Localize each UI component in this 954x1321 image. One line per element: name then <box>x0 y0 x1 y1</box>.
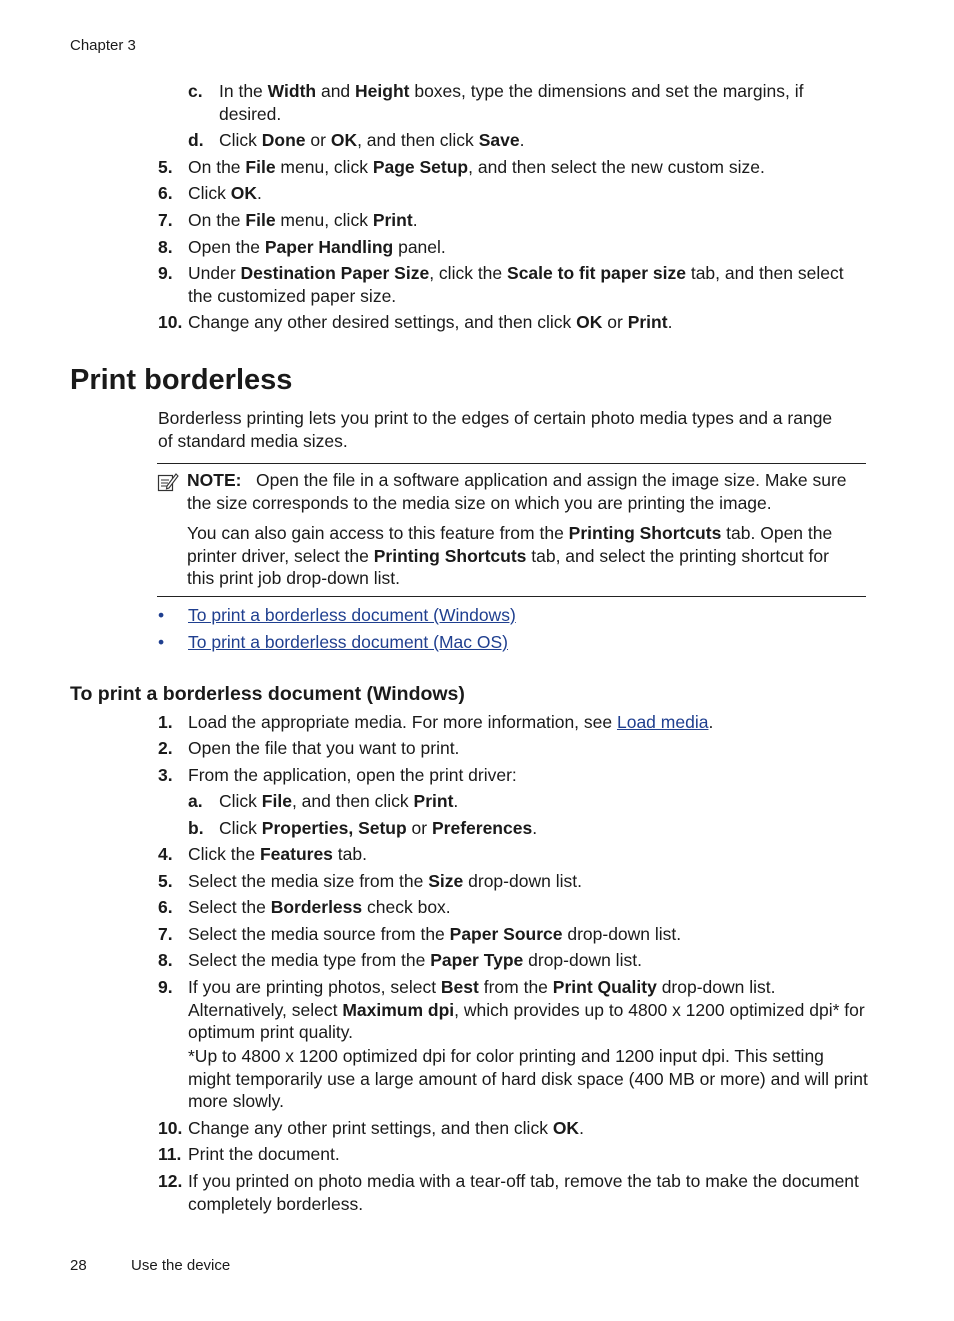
note-paragraph-2: You can also gain access to this feature from the Printing Shortcuts tab. Open the printer driver, select the Printing Shortcuts tab, and select the printing shortcut for this print job drop-down list. <box>187 523 833 588</box>
note-pencil-icon <box>157 471 179 493</box>
section-title: Print borderless <box>70 364 293 396</box>
step-text: Select the media type from the Paper Type drop-down list. <box>188 950 642 970</box>
bullet: • <box>158 632 165 652</box>
step-number: 10. <box>158 312 183 332</box>
step-number: 3. <box>158 765 173 785</box>
step-number: 7. <box>158 924 173 944</box>
step-number: 10. <box>158 1118 183 1138</box>
step-number: 7. <box>158 210 173 230</box>
step-number: 5. <box>158 871 173 891</box>
step-text: Open the Paper Handling panel. <box>188 237 446 257</box>
step-number: 11. <box>158 1144 182 1164</box>
step-text: If you printed on photo media with a tear-off tab, remove the tab to make the document completely borderless. <box>188 1171 859 1214</box>
note-bottom-rule <box>157 596 866 597</box>
step-number: 8. <box>158 237 173 257</box>
page-number: 28 <box>70 1257 87 1274</box>
section-intro: Borderless printing lets you print to the edges of certain photo media types and a range of standard media sizes. <box>158 408 833 451</box>
step-text: Change any other print settings, and then click OK. <box>188 1118 584 1138</box>
step-text: Select the media source from the Paper Source drop-down list. <box>188 924 682 944</box>
footer-section: Use the device <box>131 1257 231 1274</box>
step-number: 4. <box>158 844 173 864</box>
chapter-header: Chapter 3 <box>70 37 136 54</box>
step-number: 6. <box>158 183 173 203</box>
step-number: 1. <box>158 712 173 732</box>
step-letter-d: d. <box>188 130 204 150</box>
step-text: Change any other desired settings, and then click OK or Print. <box>188 312 673 332</box>
subsection-title: To print a borderless document (Windows) <box>70 683 465 705</box>
step-text: From the application, open the print driver: <box>188 765 517 785</box>
note-label: NOTE: <box>187 470 242 490</box>
step-text: Load the appropriate media. For more information, see Load media. <box>188 712 714 732</box>
step-b-text: Click Properties, Setup or Preferences. <box>219 818 538 838</box>
step-d-text: Click Done or OK, and then click Save. <box>219 130 525 150</box>
step-number: 6. <box>158 897 173 917</box>
link-borderless-windows[interactable]: To print a borderless document (Windows) <box>188 605 516 625</box>
step-text: On the File menu, click Print. <box>188 210 418 230</box>
step-text: Under Destination Paper Size, click the Scale to fit paper size tab, and then select the customized paper size. <box>188 263 844 306</box>
step-text: Select the Borderless check box. <box>188 897 451 917</box>
step-number: 12. <box>158 1171 183 1191</box>
step-footnote: *Up to 4800 x 1200 optimized dpi for color printing and 1200 input dpi. This setting might temporarily use a large amount of hard disk space (400 MB or more) and will print more slowly. <box>188 1046 868 1111</box>
step-text: If you are printing photos, select Best from the Print Quality drop-down list. Alternatively, select Maximum dpi, which provides up to 4800 x 1200 optimized dpi* for optimum print quality. <box>188 977 865 1042</box>
note-top-rule <box>157 463 866 464</box>
link-load-media[interactable]: Load media <box>616 712 709 732</box>
step-number: 8. <box>158 950 173 970</box>
step-letter-a: a. <box>188 791 203 811</box>
step-a-text: Click File, and then click Print. <box>219 791 459 811</box>
note-paragraph: NOTE: Open the file in a software application and assign the image size. Make sure the size corresponds to the media size on which you are printing the image. <box>187 470 847 513</box>
step-letter-c: c. <box>188 81 203 101</box>
step-text: Select the media size from the Size drop-down list. <box>188 871 582 891</box>
step-number: 9. <box>158 977 173 997</box>
step-text: Open the file that you want to print. <box>188 738 460 758</box>
step-text: On the File menu, click Page Setup, and then select the new custom size. <box>188 157 765 177</box>
step-number: 5. <box>158 157 173 177</box>
step-number: 9. <box>158 263 173 283</box>
step-number: 2. <box>158 738 173 758</box>
step-text: Click OK. <box>188 183 262 203</box>
step-text: Print the document. <box>188 1144 340 1164</box>
bullet: • <box>158 605 165 625</box>
link-borderless-mac[interactable]: To print a borderless document (Mac OS) <box>188 632 508 652</box>
step-text: Click the Features tab. <box>188 844 367 864</box>
step-letter-b: b. <box>188 818 204 838</box>
step-c-text: In the Width and Height boxes, type the dimensions and set the margins, if desired. <box>219 81 804 124</box>
